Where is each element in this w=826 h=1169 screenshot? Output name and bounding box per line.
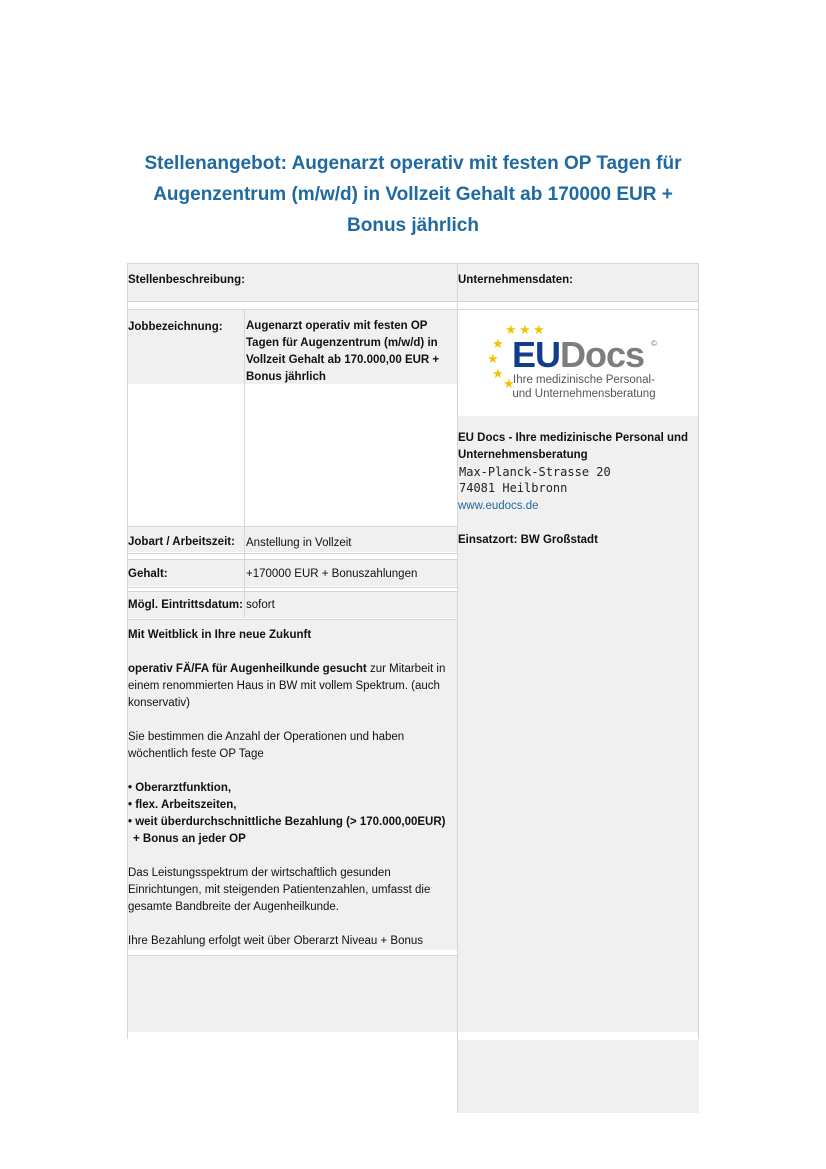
benefit-item: + Bonus an jeder OP	[133, 833, 246, 845]
star-icon: ★	[492, 336, 504, 351]
company-city: 74081 Heilbronn	[459, 481, 568, 495]
salary-label: Gehalt:	[128, 568, 168, 580]
star-icon: ★	[487, 351, 499, 366]
table-border-right	[698, 263, 699, 1039]
company-name: EU Docs - Ihre medizinische Personal und Unternehmensberatung	[458, 432, 689, 461]
star-icon: ★	[503, 376, 515, 391]
job-title-value: Augenarzt operativ mit festen OP Tagen für Augenzentrum (m/w/d) in Vollzeit Gehalt ab 170.000,00 EUR + Bonus jährlich	[246, 320, 440, 383]
label-divider	[244, 310, 245, 618]
description-p1-bold: operativ FÄ/FA für Augenheilkunde gesucht	[128, 663, 367, 675]
company-website-link[interactable]: www.eudocs.de	[458, 500, 539, 512]
row-line	[127, 263, 699, 264]
row-line	[127, 553, 457, 554]
description-heading: Mit Weitblick in Ihre neue Zukunft	[128, 629, 312, 641]
job-location: Einsatzort: BW Großstadt	[458, 534, 598, 546]
description-paragraph: Das Leistungsspektrum der wirtschaftlich gesunden Einrichtungen, mit steigenden Patientenzahlen, umfasst die gesamte Bandbreite der Augenheilkunde.	[128, 867, 431, 913]
eudocs-logo	[475, 317, 667, 411]
job-type-label: Jobart / Arbeitszeit:	[128, 536, 235, 548]
start-date-label: Mögl. Eintrittsdatum:	[128, 599, 243, 611]
company-street: Max-Planck-Strasse 20	[459, 465, 611, 479]
page-title: Stellenangebot: Augenarzt operativ mit festen OP Tagen für Augenzentrum (m/w/d) in Vollzeit Gehalt ab 170000 EUR + Bonus jährlich	[144, 153, 682, 236]
description-header: Stellenbeschreibung:	[128, 274, 245, 286]
star-icon: ★	[492, 366, 504, 381]
description-paragraph: Ihre Bezahlung erfolgt weit über Oberarzt Niveau + Bonus	[128, 935, 424, 947]
row-line	[127, 591, 457, 592]
logo-wordmark: EUDocs	[512, 334, 645, 375]
benefit-item: • Oberarztfunktion,	[128, 782, 232, 794]
benefit-item: • flex. Arbeitszeiten,	[128, 799, 237, 811]
row-line	[127, 526, 457, 527]
star-icon: ★	[519, 322, 531, 337]
logo-registered-mark: ©	[651, 339, 657, 348]
row-line	[127, 587, 457, 588]
salary-value: +170000 EUR + Bonuszahlungen	[246, 568, 418, 580]
description-p1-rest: zur Mitarbeit in einem renommierten Haus in BW mit vollem Spektrum. (auch konservativ)	[128, 663, 446, 709]
benefits-list	[128, 780, 454, 848]
job-type-value: Anstellung in Vollzeit	[246, 537, 352, 549]
footer-left-bg	[128, 956, 457, 1032]
company-header: Unternehmensdaten:	[458, 274, 574, 286]
row-line	[127, 309, 699, 310]
company-bg	[458, 310, 699, 1032]
star-icon: ★	[505, 322, 517, 337]
benefit-item: • weit überdurchschnittliche Bezahlung (> 170.000,00EUR)	[128, 816, 446, 828]
column-divider	[457, 263, 458, 1113]
job-description	[128, 627, 454, 967]
footer-right-bg	[458, 1040, 699, 1113]
start-date-value: sofort	[246, 599, 275, 611]
description-paragraph: Sie bestimmen die Anzahl der Operationen und haben wöchentlich feste OP Tage	[128, 731, 405, 760]
row-line	[127, 619, 457, 620]
row-line	[127, 559, 457, 560]
description-paragraph	[128, 661, 454, 712]
star-icon: ★	[533, 322, 545, 337]
row-line	[127, 301, 699, 302]
job-title-label: Jobbezeichnung:	[128, 321, 223, 333]
logo-tagline: Ihre medizinische Personal- und Unternehmensberatung	[512, 374, 656, 400]
